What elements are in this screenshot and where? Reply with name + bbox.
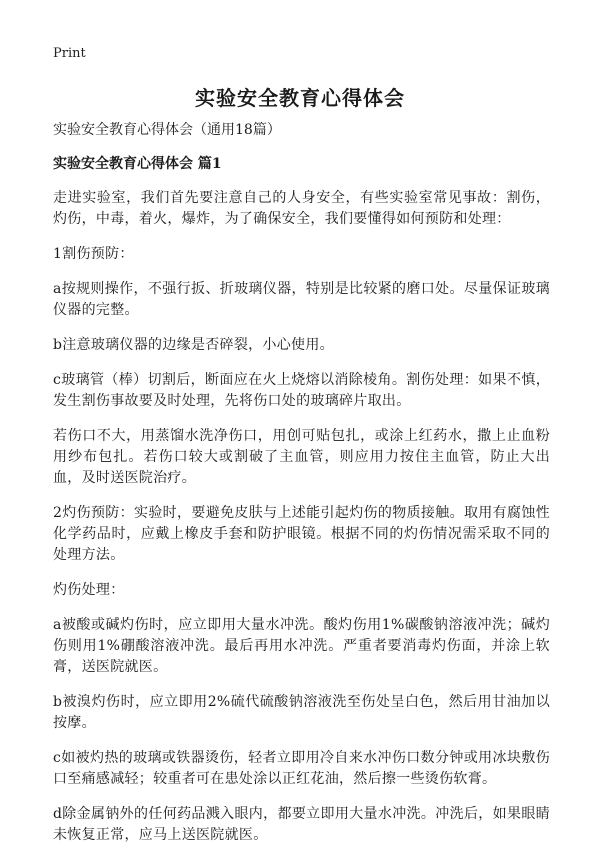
paragraph-cut-b: b注意玻璃仪器的边缘是否碎裂，小心使用。 — [53, 337, 334, 353]
paragraph-burn-prevention: 2灼伤预防：实验时，要避免皮肤与上述能引起灼伤的物质接触。取用有腐蚀性化学药品时，应戴上橡皮手套和防护眼镜。根据不同的灼伤情况需采取不同的处理方法。 — [53, 505, 550, 563]
paragraph-intro: 走进实验室，我们首先要注意自己的人身安全，有些实验室常见事故：割伤，灼伤，中毒，着火，爆炸，为了确保安全，我们要懂得如何预防和处理： — [53, 190, 550, 227]
paragraph-cut-a: a按规则操作，不强行扳、折玻璃仪器，特别是比较紧的磨口处。尽量保证玻璃仪器的完整。 — [53, 281, 550, 318]
paragraph-burn-a: a被酸或碱灼伤时，应立即用大量水冲洗。酸灼伤用1%碳酸钠溶液冲洗；碱灼伤则用1%硼酸溶液冲洗。最后再用水冲洗。严重者要消毒灼伤面，并涂上软膏，送医院就医。 — [53, 617, 550, 675]
paragraph-burn-b: b被溴灼伤时，应立即用2%硫代硫酸钠溶液洗至伤处呈白色，然后用甘油加以按摩。 — [53, 694, 550, 731]
paragraph-burn-treatment-heading: 灼伤处理： — [53, 582, 125, 598]
paragraph-cut-c: c玻璃管（棒）切割后，断面应在火上烧熔以消除棱角。割伤处理：如果不慎，发生割伤事故要及时处理，先将伤口处的玻璃碎片取出。 — [53, 372, 550, 409]
paragraph-burn-c: c如被灼热的玻璃或铁器烫伤，轻者立即用冷自来水冲伤口数分钟或用冰块敷伤口至痛感减轻；较重者可在患处涂以正红花油，然后擦一些烫伤软膏。 — [53, 750, 550, 787]
paragraph-cut-prevention-heading: 1割伤预防： — [53, 246, 134, 262]
print-link[interactable]: Print — [53, 46, 86, 61]
document-title: 实验安全教育心得体会 — [195, 86, 405, 110]
paragraph-cut-treatment: 若伤口不大，用蒸馏水洗净伤口，用创可贴包扎，或涂上红药水，撒上止血粉用纱布包扎。若伤口较大或割破了主血管，则应用力按住主血管，防止大出血，及时送医院治疗。 — [53, 428, 550, 486]
section-heading: 实验安全教育心得体会 篇1 — [53, 156, 222, 172]
document-body — [53, 120, 550, 860]
paragraph-burn-d: d除金属钠外的任何药品溅入眼内，都要立即用大量水冲洗。冲洗后，如果眼睛未恢复正常，应马上送医院就医。 — [53, 806, 550, 843]
document-subtitle: 实验安全教育心得体会（通用18篇） — [53, 122, 281, 138]
